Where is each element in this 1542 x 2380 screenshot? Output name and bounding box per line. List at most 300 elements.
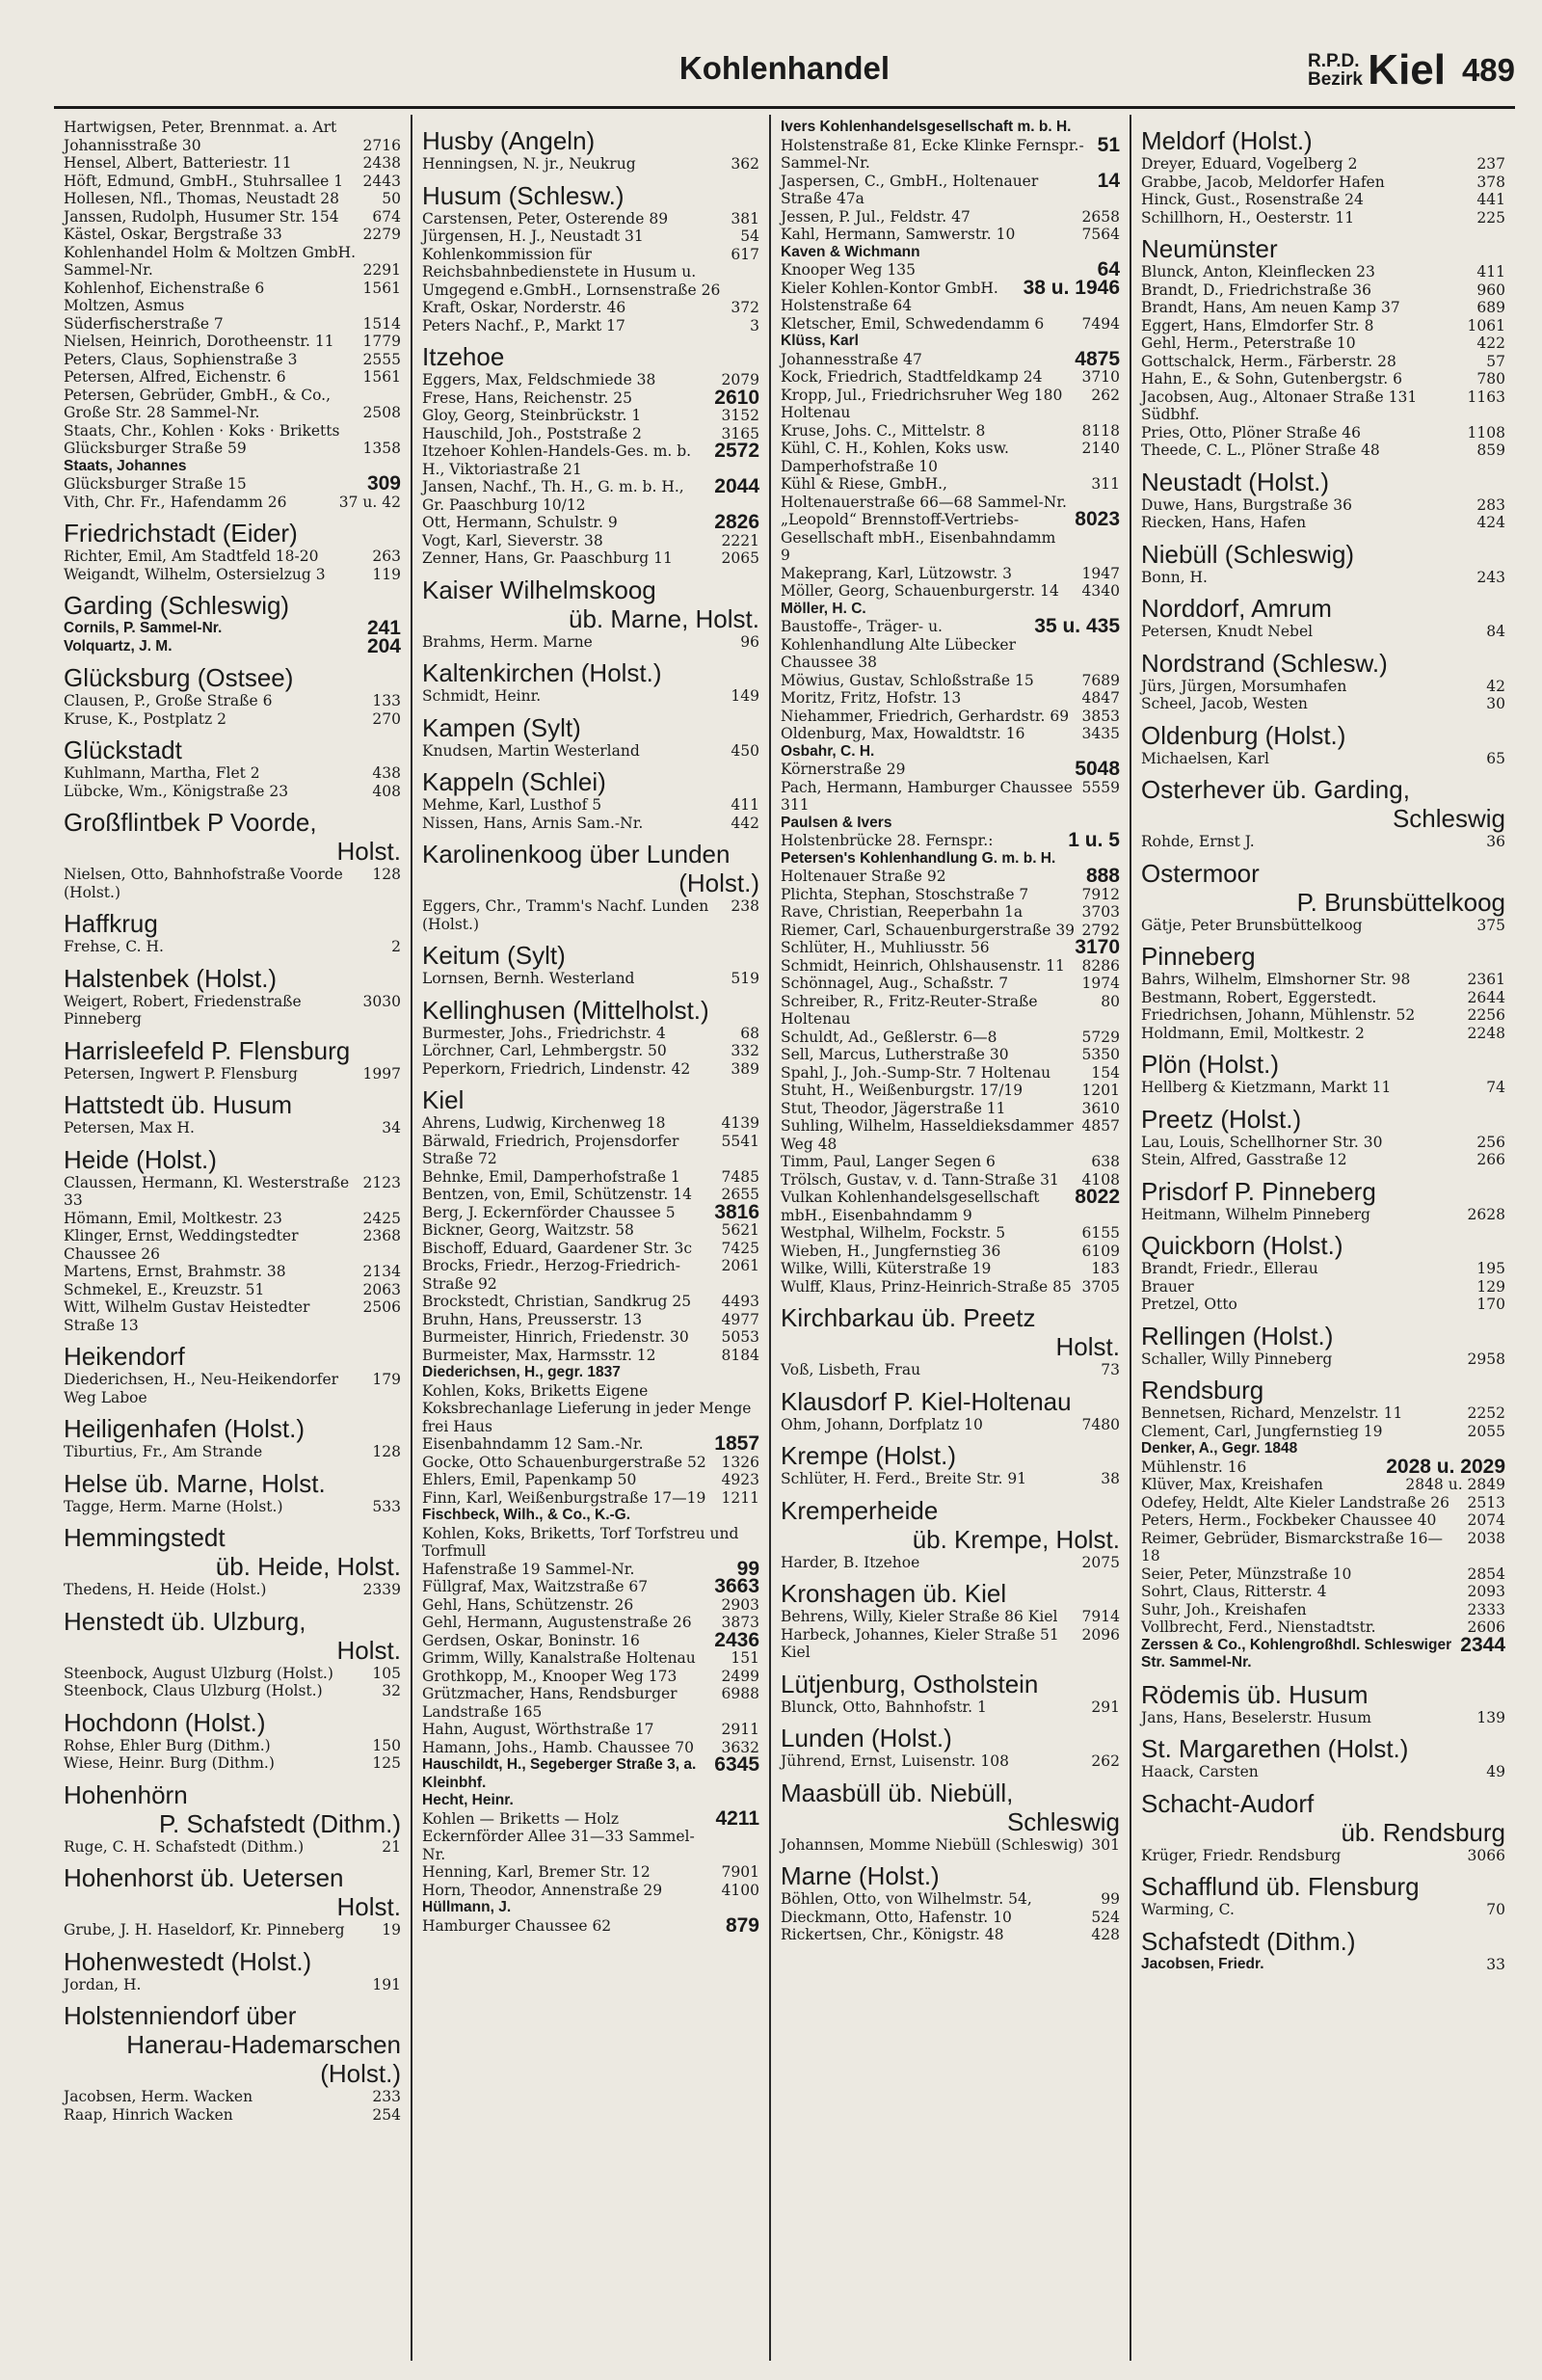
listing-entry xyxy=(422,511,759,533)
phone-number: 3632 xyxy=(721,1738,759,1756)
place-section xyxy=(64,663,401,728)
phone-number: 4923 xyxy=(721,1471,759,1488)
listing-name: Lörchner, Carl, Lehmbergstr. 50 xyxy=(422,1042,667,1059)
listing-entry xyxy=(781,758,1120,780)
place-section xyxy=(1141,126,1505,227)
place-section xyxy=(64,1090,401,1137)
listing-entry xyxy=(781,208,1120,227)
phone-number: 1561 xyxy=(362,368,401,386)
listing-entry xyxy=(1141,833,1505,851)
phone-number: 5559 xyxy=(1081,778,1120,796)
phone-number: 1561 xyxy=(362,279,401,297)
phone-number: 372 xyxy=(731,299,759,316)
place-heading: Meldorf (Holst.) xyxy=(1141,126,1313,155)
listing-name: Kohlen — Briketts — Holz Eckernförder Allee 31—33 Sammel-Nr. xyxy=(422,1809,695,1863)
phone-number xyxy=(395,119,401,137)
listing-name: Cornils, P. Sammel-Nr. xyxy=(64,620,223,636)
listing-name: Rickertsen, Chr., Königstr. 48 xyxy=(781,1926,1004,1943)
place-section xyxy=(781,1387,1120,1434)
listing-name: Clausen, P., Große Straße 6 xyxy=(64,692,273,709)
phone-number: 8023 xyxy=(1075,508,1120,530)
phone-number: 73 xyxy=(1101,1361,1120,1378)
listing-entry xyxy=(422,1628,759,1651)
phone-number: 3152 xyxy=(721,407,759,424)
bezirk-label: Bezirk xyxy=(1307,69,1363,90)
listing-name: Möller, H. C. xyxy=(781,600,866,617)
listing-name: Kropp, Jul., Friedrichsruher Weg 180 Holtenau xyxy=(781,386,1063,421)
listing-name: Jürs, Jürgen, Morsumhafen xyxy=(1141,677,1347,695)
phone-number: 38 xyxy=(1101,1470,1120,1487)
listing-entry xyxy=(64,1443,401,1461)
listing-entry xyxy=(781,1416,1120,1434)
listing-name: Wiese, Heinr. Burg (Dithm.) xyxy=(64,1754,275,1772)
listing-entry xyxy=(781,689,1120,708)
phone-number xyxy=(395,244,401,262)
listing-name: Friedrichsen, Johann, Mühlenstr. 52 xyxy=(1141,1006,1416,1024)
listing-entry xyxy=(64,617,401,639)
phone-number: 3710 xyxy=(1081,368,1120,386)
listing-name: Riecken, Hans, Hafen xyxy=(1141,514,1307,531)
phone-number: 438 xyxy=(372,764,401,782)
phone-number: 7912 xyxy=(1081,885,1120,903)
listing-entry xyxy=(1141,1296,1505,1314)
listing-name: Klüver, Max, Kreishafen xyxy=(1141,1476,1323,1493)
listing-entry xyxy=(1141,1511,1505,1530)
listing-entry xyxy=(781,1082,1120,1100)
listing-entry xyxy=(781,1698,1120,1717)
listing-entry xyxy=(422,210,759,228)
place-heading: Neumünster xyxy=(1141,234,1278,263)
phone-number: 674 xyxy=(372,207,401,226)
phone-number: 1857 xyxy=(714,1432,759,1455)
listing-entry xyxy=(781,244,1120,262)
listing-entry xyxy=(422,1328,759,1347)
phone-number: 2 xyxy=(391,938,401,955)
phone-number: 2093 xyxy=(1467,1583,1505,1600)
phone-number: 7425 xyxy=(721,1239,759,1257)
listing-name: Seier, Peter, Münzstraße 10 xyxy=(1141,1564,1352,1583)
phone-number: 4108 xyxy=(1081,1170,1120,1189)
listing-entry xyxy=(781,1890,1120,1909)
listing-name: Klinger, Ernst, Weddingstedter Chaussee 26 xyxy=(64,1227,299,1263)
phone-number: 149 xyxy=(731,687,759,705)
phone-number: 428 xyxy=(1091,1926,1120,1943)
phone-number: 32 xyxy=(382,1682,401,1699)
listing-entry xyxy=(422,155,759,174)
listing-name: Glücksburger Straße 59 xyxy=(64,440,247,457)
listing-name: Jacobsen, Aug., Altonaer Straße 131 Südbhf. xyxy=(1141,388,1418,423)
listing-name: Bärwald, Friedrich, Projensdorfer Straße 72 xyxy=(422,1132,679,1167)
listing-entry xyxy=(64,866,401,901)
listing-name: Sell, Marcus, Lutherstraße 30 xyxy=(781,1046,1009,1063)
listing-name: Große Str. 28 Sammel-Nr. xyxy=(64,404,260,421)
listing-name: Staats, Chr., Kohlen · Koks · Briketts xyxy=(64,421,340,440)
listing-entry xyxy=(781,936,1120,958)
phone-number: 64 xyxy=(1097,258,1120,281)
listing-name: Hartwigsen, Peter, Brennmat. a. Art xyxy=(64,119,337,136)
listing-name: Grabbe, Jacob, Meldorfer Hafen xyxy=(1141,173,1385,191)
place-section xyxy=(64,1607,401,1700)
phone-number: 1 u. 5 xyxy=(1068,829,1120,851)
phone-number: 128 xyxy=(372,1443,401,1460)
place-section xyxy=(422,342,759,568)
listing-name: Hömann, Emil, Moltkestr. 23 xyxy=(64,1209,282,1227)
phone-number: 2658 xyxy=(1081,207,1120,226)
listing-entry xyxy=(1141,1847,1505,1865)
listing-name: Kohlenhandel Holm & Moltzen GmbH. xyxy=(64,243,357,261)
phone-number: 5053 xyxy=(721,1328,759,1346)
listing-name: Schmekel, E., Kreuzstr. 51 xyxy=(64,1280,265,1298)
phone-number: 37 u. 42 xyxy=(338,493,401,511)
listing-name: Warming, C. xyxy=(1141,1901,1235,1918)
place-heading-suffix: Holst. xyxy=(336,1635,401,1665)
phone-number: 4857 xyxy=(1081,1117,1120,1135)
listing-entry xyxy=(1141,989,1505,1007)
phone-number: 191 xyxy=(372,1975,401,1993)
listing-entry xyxy=(1141,370,1505,388)
listing-name: Blunck, Otto, Bahnhofstr. 1 xyxy=(781,1698,987,1716)
listing-entry xyxy=(1141,281,1505,300)
listing-name: Suhling, Wilhelm, Hasseldieksdammer Weg 48 xyxy=(781,1117,1074,1153)
phone-number: 68 xyxy=(740,1024,759,1042)
place-heading: Kellinghusen (Mittelholst.) xyxy=(422,995,709,1025)
listing-name: Henning, Karl, Bremer Str. 12 xyxy=(422,1863,651,1881)
listing-entry xyxy=(781,387,1120,422)
listing-entry xyxy=(1141,441,1505,460)
listing-name: Vulkan Kohlenhandelsgesellschaft mbH., Eisenbahndamm 9 xyxy=(781,1189,1040,1224)
phone-number: 879 xyxy=(725,1913,759,1937)
listing-name: Ivers Kohlenhandelsgesellschaft m. b. H. xyxy=(781,119,1072,135)
place-heading: Kirchbarkau üb. Preetz xyxy=(781,1303,1036,1332)
phone-number: 7564 xyxy=(1081,226,1120,243)
phone-number: 2044 xyxy=(714,475,759,497)
listing-entry xyxy=(64,1371,401,1406)
place-section xyxy=(64,1523,401,1599)
phone-number: 3435 xyxy=(1081,725,1120,742)
listing-name: Michaelsen, Karl xyxy=(1141,749,1270,767)
listing-entry xyxy=(422,1596,759,1615)
listing-entry xyxy=(422,1311,759,1329)
listing-entry xyxy=(422,1525,759,1561)
listing-name: Hamburger Chaussee 62 xyxy=(422,1916,612,1935)
listing-entry xyxy=(781,1171,1120,1190)
phone-number: 2279 xyxy=(362,226,401,243)
phone-number: 2716 xyxy=(362,136,401,154)
place-section xyxy=(64,1145,401,1335)
phone-number: 2826 xyxy=(714,511,759,533)
listing-entry xyxy=(422,386,759,409)
phone-number: 1779 xyxy=(362,333,401,350)
place-section xyxy=(1141,540,1505,587)
listing-name: Rave, Christian, Reeperbahn 1a xyxy=(781,903,1024,921)
listing-name: Brandt, Hans, Am neuen Kamp 37 xyxy=(1141,299,1400,316)
phone-number: 50 xyxy=(382,190,401,207)
place-heading: Glücksburg (Ostsee) xyxy=(64,663,294,692)
place-section xyxy=(422,941,759,988)
listing-name: Peperkorn, Friedrich, Lindenstr. 42 xyxy=(422,1059,691,1078)
place-section xyxy=(1141,1927,1505,1974)
listing-name: Johannesstraße 47 xyxy=(781,350,922,368)
listing-name: Kaven & Wichmann xyxy=(781,243,920,260)
listing-name: Stuht, H., Weißenburgstr. 17/19 xyxy=(781,1082,1024,1099)
listing-name: Diederichsen, H., gegr. 1837 xyxy=(422,1364,621,1380)
place-heading: Großflintbek P Voorde, xyxy=(64,808,317,837)
phone-number: 2140 xyxy=(1081,440,1120,457)
phone-number: 263 xyxy=(372,548,401,565)
place-heading: Hohenwestedt (Holst.) xyxy=(64,1946,312,1976)
listing-name: Claussen, Hermann, Kl. Westerstraße 33 xyxy=(64,1173,350,1209)
place-section xyxy=(781,1724,1120,1771)
phone-number: 6155 xyxy=(1081,1224,1120,1242)
listing-entry xyxy=(422,425,759,443)
listing-entry xyxy=(422,299,759,317)
listing-entry xyxy=(422,1721,759,1739)
listing-name: Hecht, Heinr. xyxy=(422,1792,514,1808)
listing-name: Hauschildt, H., Segeberger Straße 3, a. Kleinbhf. xyxy=(422,1756,697,1791)
place-heading: Hattstedt üb. Husum xyxy=(64,1090,292,1119)
listing-name: Moltzen, Asmus xyxy=(64,297,185,314)
listing-entry xyxy=(422,1293,759,1311)
phone-number: 238 xyxy=(731,897,759,915)
listing-entry xyxy=(64,173,401,191)
phone-number: 1201 xyxy=(1081,1082,1120,1099)
listing-entry xyxy=(422,549,759,568)
listing-name: Gocke, Otto Schauenburgerstraße 52 xyxy=(422,1453,706,1471)
place-heading: Kiel xyxy=(422,1085,465,1114)
listing-entry xyxy=(781,922,1120,940)
listing-name: Jührend, Ernst, Luisenstr. 108 xyxy=(781,1752,1009,1770)
phone-number: 204 xyxy=(366,634,401,657)
place-heading: Schafstedt (Dithm.) xyxy=(1141,1926,1356,1956)
listing-name: „Leopold“ Brennstoff-Vertriebs-Gesellschaft mbH., Eisenbahndamm 9 xyxy=(781,511,1056,564)
phone-number: 35 u. 435 xyxy=(1034,615,1120,637)
phone-number: 424 xyxy=(1476,514,1505,531)
place-section xyxy=(64,808,401,901)
place-heading: Husby (Angeln) xyxy=(422,126,596,155)
listing-entry xyxy=(64,315,401,334)
listing-name: Jans, Hans, Beselerstr. Husum xyxy=(1141,1708,1371,1726)
place-heading: Hochdonn (Holst.) xyxy=(64,1707,266,1737)
place-heading-suffix: P. Brunsbüttelkoog xyxy=(1296,887,1505,917)
place-section xyxy=(64,1708,401,1773)
column-2 xyxy=(411,115,769,2361)
listing-name: Bentzen, von, Emil, Schützenstr. 14 xyxy=(422,1186,692,1203)
listing-entry xyxy=(781,133,1120,173)
listing-name: Martens, Ernst, Brahmstr. 38 xyxy=(64,1263,286,1280)
listing-entry xyxy=(64,494,401,512)
listing-entry xyxy=(1141,174,1505,192)
column-1 xyxy=(54,115,411,2361)
listing-name: Burmeister, Max, Harmsstr. 12 xyxy=(422,1346,656,1364)
phone-number: 3066 xyxy=(1467,1846,1505,1864)
phone-number: 519 xyxy=(731,970,759,987)
listing-name: Rohde, Ernst J. xyxy=(1141,833,1255,850)
listing-entry xyxy=(1141,695,1505,713)
listing-entry xyxy=(422,1792,759,1810)
listing-name: Paulsen & Ivers xyxy=(781,814,892,831)
listing-name: Gehl, Herm., Peterstraße 10 xyxy=(1141,334,1356,352)
listing-entry xyxy=(781,1046,1120,1064)
listing-name: Kahl, Hermann, Samwerstr. 10 xyxy=(781,226,1016,243)
listing-name: Hensel, Albert, Batteriestr. 11 xyxy=(64,154,292,172)
place-section xyxy=(1141,1789,1505,1865)
place-section xyxy=(64,909,401,956)
phone-number: 3816 xyxy=(714,1200,759,1223)
place-heading: Halstenbek (Holst.) xyxy=(64,963,278,993)
place-section xyxy=(781,1861,1120,1944)
listing-entry xyxy=(422,1432,759,1455)
listing-name: Holdmann, Emil, Moltkestr. 2 xyxy=(1141,1024,1365,1042)
listing-entry xyxy=(64,2106,401,2125)
place-section xyxy=(1141,1050,1505,1097)
listing-entry xyxy=(781,333,1120,351)
place-section xyxy=(422,767,759,832)
phone-number: 243 xyxy=(1476,568,1505,586)
listing-name: Diederichsen, H., Neu-Heikendorfer Weg Laboe xyxy=(64,1371,339,1406)
listing-name: Brauer xyxy=(1141,1277,1194,1296)
listing-name: Blunck, Anton, Kleinflecken 23 xyxy=(1141,263,1375,281)
phone-number: 2572 xyxy=(714,440,759,462)
listing-name: Janssen, Rudolph, Husumer Str. 154 xyxy=(64,207,339,226)
listing-name: Osbahr, C. H. xyxy=(781,742,875,760)
listing-name: Dieckmann, Otto, Hafenstr. 10 xyxy=(781,1908,1012,1926)
listing-name: Jessen, P. Jul., Feldstr. 47 xyxy=(781,207,970,226)
phone-number: 524 xyxy=(1091,1908,1120,1926)
place-heading-suffix: (Holst.) xyxy=(678,869,759,897)
listing-name: Schillhorn, H., Oesterstr. 11 xyxy=(1141,208,1355,227)
listing-entry xyxy=(64,1281,401,1299)
phone-number: 533 xyxy=(372,1497,401,1515)
listing-entry xyxy=(422,1025,759,1043)
place-heading: Kaltenkirchen (Holst.) xyxy=(422,658,662,687)
listing-name: Peters, Herm., Fockbeker Chaussee 40 xyxy=(1141,1511,1437,1529)
listing-name: Grützmacher, Hans, Rendsburger Landstraße 165 xyxy=(422,1685,678,1721)
listing-entry xyxy=(422,442,759,478)
listing-name: Duwe, Hans, Burgstraße 36 xyxy=(1141,495,1352,514)
phone-number: 7914 xyxy=(1081,1608,1120,1625)
listing-entry xyxy=(64,548,401,566)
phone-number: 99 xyxy=(736,1557,759,1580)
place-heading: St. Margarethen (Holst.) xyxy=(1141,1734,1409,1763)
phone-number: 3 xyxy=(750,316,759,334)
phone-number: 375 xyxy=(1476,916,1505,934)
listing-entry xyxy=(781,886,1120,904)
listing-entry xyxy=(422,1753,759,1792)
listing-entry xyxy=(64,1682,401,1700)
listing-entry xyxy=(64,297,401,315)
listing-entry xyxy=(64,764,401,783)
place-section xyxy=(781,119,1120,1296)
listing-entry xyxy=(64,226,401,244)
listing-name: Vogt, Karl, Sieverstr. 38 xyxy=(422,531,603,549)
phone-number: 4340 xyxy=(1081,582,1120,600)
place-section xyxy=(422,840,759,933)
phone-number: 99 xyxy=(1101,1890,1120,1908)
phone-number: 7901 xyxy=(721,1863,759,1881)
phone-number: 54 xyxy=(740,227,759,245)
place-heading: Kaiser Wilhelmskoog xyxy=(422,575,656,604)
listing-entry xyxy=(422,371,759,389)
listing-name: Niehammer, Friedrich, Gerhardstr. 69 xyxy=(781,707,1070,725)
listing-entry xyxy=(781,850,1120,869)
listing-entry xyxy=(64,692,401,710)
listing-name: Tagge, Herm. Marne (Holst.) xyxy=(64,1497,283,1515)
listing-entry xyxy=(422,1685,759,1721)
listing-name: Behrens, Willy, Kieler Straße 86 Kiel xyxy=(781,1608,1058,1625)
phone-number: 4493 xyxy=(721,1293,759,1310)
listing-name: Hüllmann, J. xyxy=(422,1899,512,1915)
listing-name: Gerdsen, Oskar, Boninstr. 16 xyxy=(422,1631,640,1649)
place-section xyxy=(64,1342,401,1406)
listing-entry xyxy=(422,1507,759,1525)
listing-name: Hollesen, Nfl., Thomas, Neustadt 28 xyxy=(64,190,339,207)
place-section xyxy=(1141,1322,1505,1369)
phone-number: 2079 xyxy=(721,371,759,388)
listing-entry xyxy=(64,154,401,173)
phone-number: 34 xyxy=(382,1119,401,1137)
listing-entry xyxy=(64,1298,401,1334)
listing-entry xyxy=(422,1133,759,1168)
place-heading: Itzehoe xyxy=(422,342,505,371)
phone-number: 2555 xyxy=(362,350,401,368)
listing-name: Suhr, Joh., Kreishafen xyxy=(1141,1600,1307,1618)
place-section xyxy=(64,1863,401,1939)
listing-entry xyxy=(64,387,401,405)
place-heading: Heikendorf xyxy=(64,1342,185,1371)
listing-name: Westphal, Wilhelm, Fockstr. 5 xyxy=(781,1224,1006,1242)
listing-name: Moritz, Fritz, Hofstr. 13 xyxy=(781,689,962,707)
place-heading: Helse üb. Marne, Holst. xyxy=(64,1468,326,1498)
listing-entry xyxy=(422,742,759,761)
phone-number: 2065 xyxy=(721,549,759,567)
listing-name: Glücksburger Straße 15 xyxy=(64,475,247,493)
listing-name: Kruse, K., Postplatz 2 xyxy=(64,709,226,728)
phone-number: 3853 xyxy=(1081,707,1120,725)
phone-number: 21 xyxy=(382,1837,401,1856)
phone-number: 1358 xyxy=(362,440,401,457)
listing-entry xyxy=(422,1221,759,1240)
listing-name: Wieben, H., Jungfernstieg 36 xyxy=(781,1242,1001,1260)
listing-name: Gätje, Peter Brunsbüttelkoog xyxy=(1141,916,1363,934)
listing-entry xyxy=(781,865,1120,887)
place-heading: Glückstadt xyxy=(64,735,182,764)
phone-number: 4211 xyxy=(715,1806,759,1830)
place-section xyxy=(1141,1872,1505,1919)
listing-name: Pach, Hermann, Hamburger Chaussee 311 xyxy=(781,778,1073,814)
phone-number: 2443 xyxy=(362,172,401,190)
listing-entry xyxy=(781,1100,1120,1118)
listing-name: Schmidt, Heinr. xyxy=(422,687,542,705)
listing-name: Kohlenhof, Eichenstraße 6 xyxy=(64,279,265,297)
phone-number: 6988 xyxy=(721,1685,759,1702)
place-heading: Nordstrand (Schlesw.) xyxy=(1141,648,1388,678)
listing-entry xyxy=(1141,1151,1505,1169)
listing-name: Grimm, Willy, Kanalstraße Holtenau xyxy=(422,1649,696,1667)
place-heading: Neustadt (Holst.) xyxy=(1141,467,1330,496)
phone-number: 65 xyxy=(1486,749,1505,767)
listing-entry xyxy=(1141,424,1505,442)
listing-entry xyxy=(64,783,401,801)
listing-name: Kühl & Riese, GmbH., Holtenauerstraße 66—68 Sammel-Nr. xyxy=(781,475,1067,511)
place-heading-suffix: P. Schafstedt (Dithm.) xyxy=(159,1808,401,1838)
place-heading: Husum (Schlesw.) xyxy=(422,180,625,210)
listing-name: Bahrs, Wilhelm, Elmshorner Str. 98 xyxy=(1141,971,1411,988)
listing-name: Nielsen, Heinrich, Dorotheenstr. 11 xyxy=(64,333,334,350)
place-section xyxy=(781,1441,1120,1488)
listing-entry xyxy=(781,1626,1120,1662)
phone-number: 1211 xyxy=(721,1488,759,1507)
place-section xyxy=(1141,1231,1505,1314)
